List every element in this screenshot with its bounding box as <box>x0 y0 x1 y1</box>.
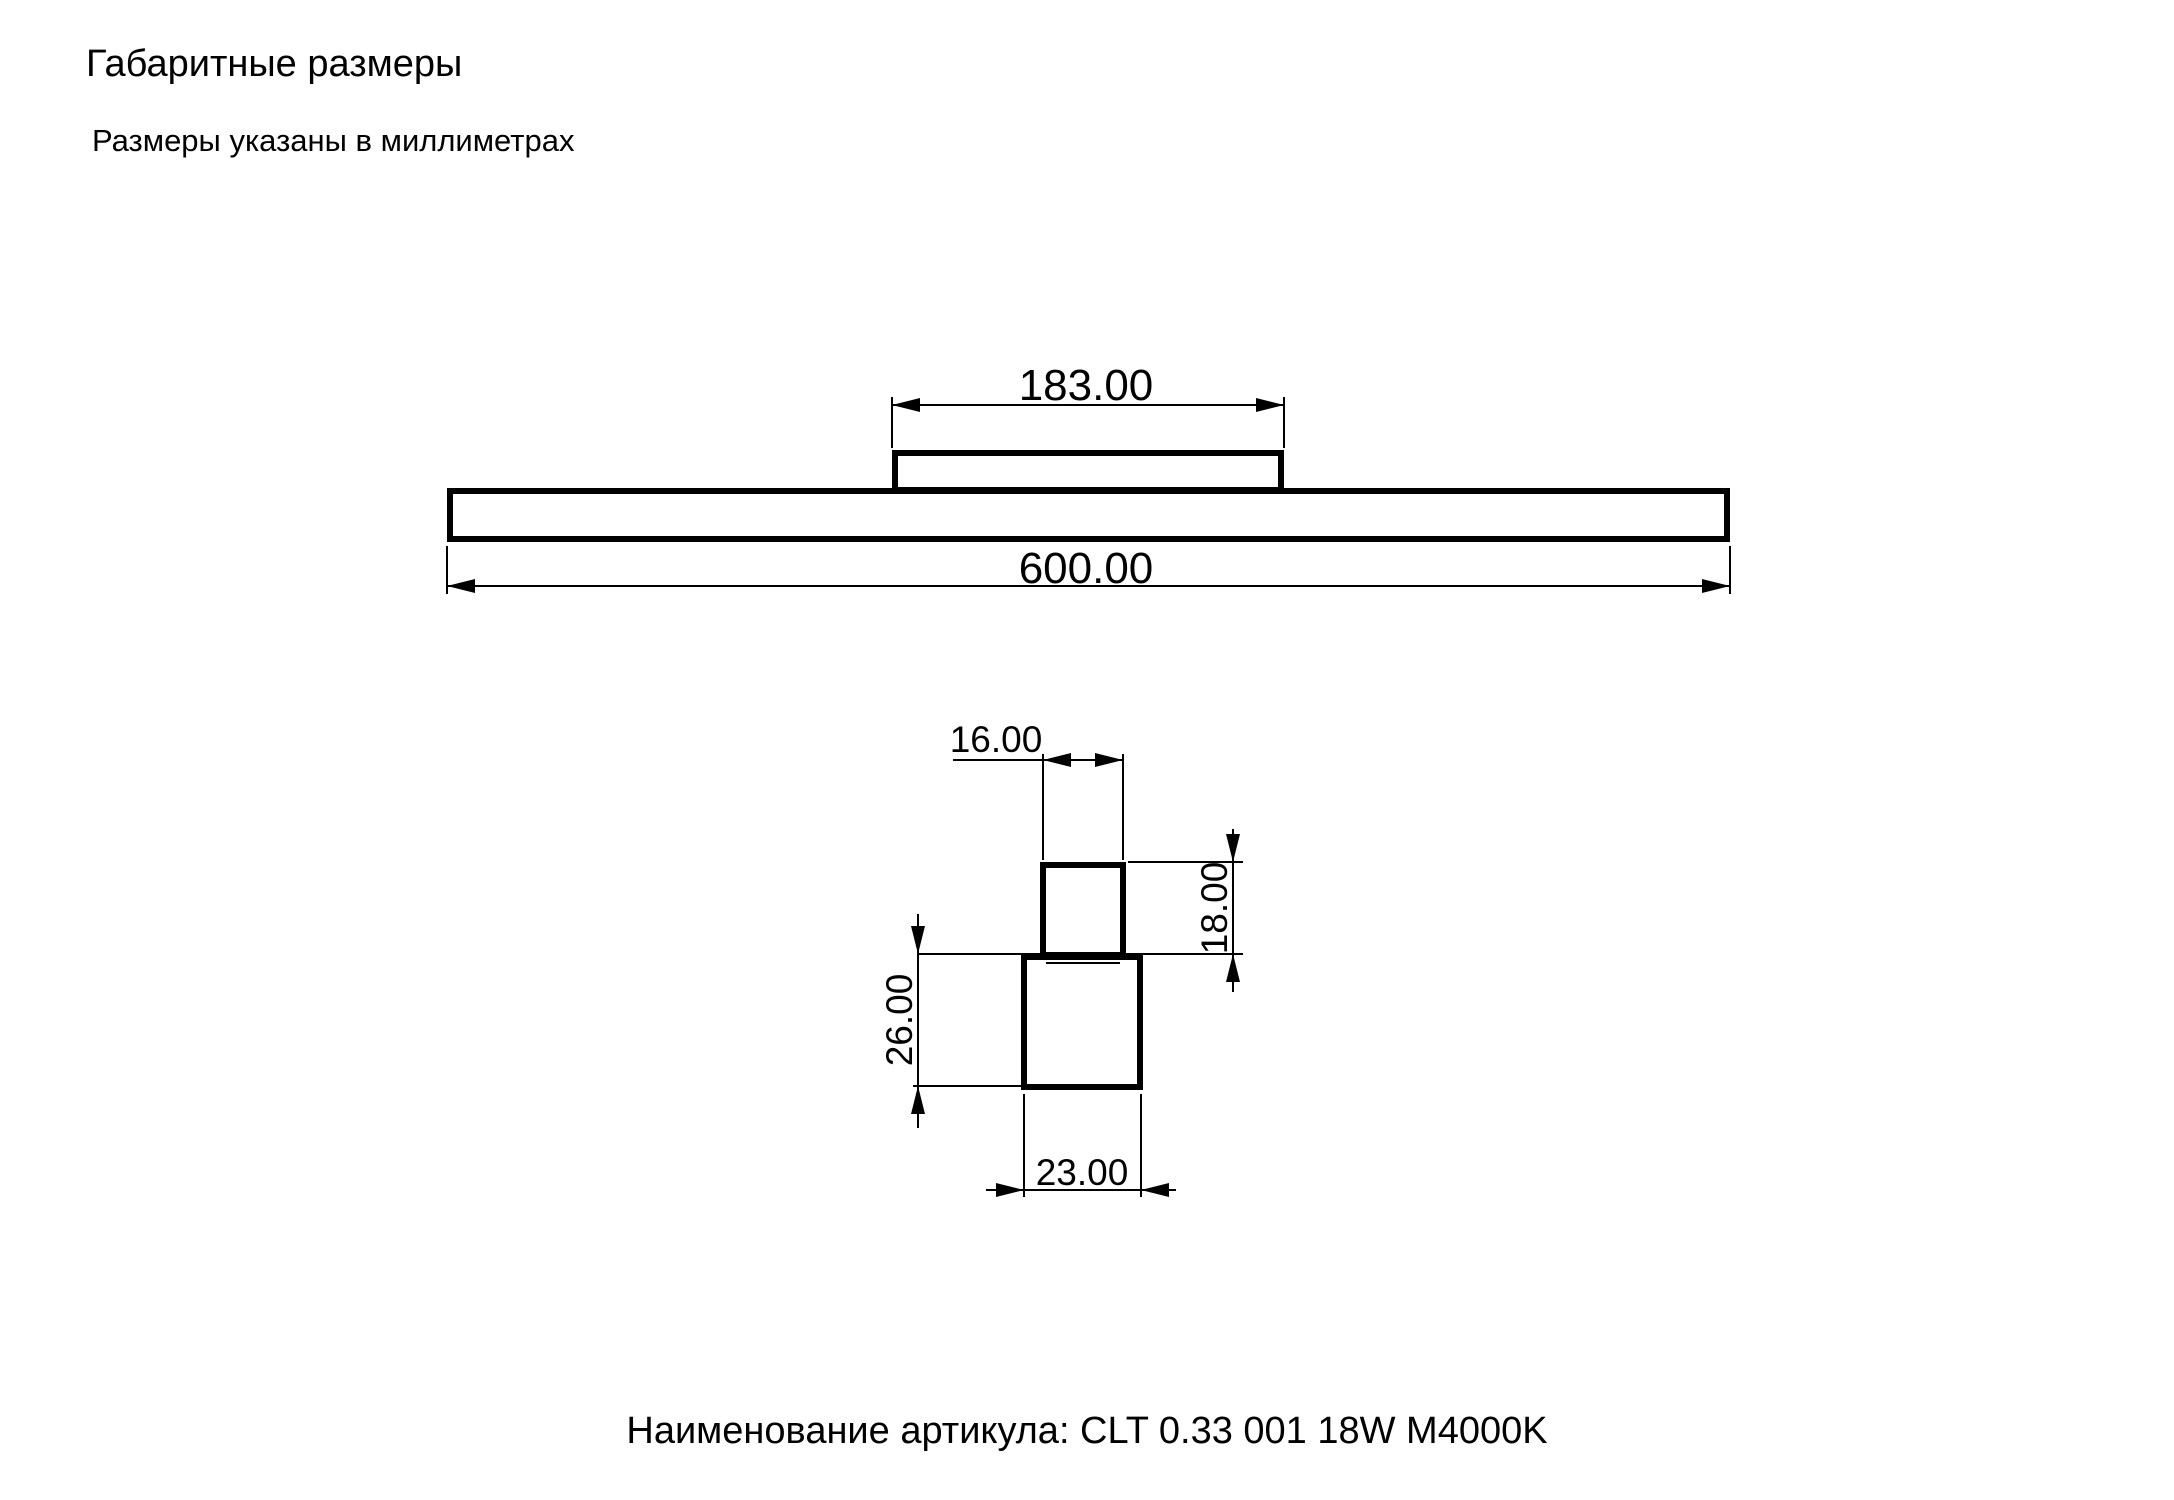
dimension-top-width <box>950 719 1123 860</box>
arrowhead <box>996 1183 1024 1197</box>
arrowhead <box>892 398 920 412</box>
arrowhead <box>1141 1183 1169 1197</box>
dimension-body-height <box>879 914 1021 1128</box>
arrowhead <box>1226 954 1240 982</box>
dim-label-total-width: 600.00 <box>1018 544 1154 593</box>
dimension-mount-width <box>892 361 1284 448</box>
arrowhead <box>1702 579 1730 593</box>
dim-label-top-height: 18.00 <box>1194 861 1235 955</box>
arrowhead <box>911 1086 925 1114</box>
bar-outline <box>450 491 1727 539</box>
units-note: Размеры указаны в миллиметрах <box>92 123 575 158</box>
dimension-top-height <box>1128 829 1243 992</box>
dim-label-body-width: 23.00 <box>1035 1152 1129 1193</box>
front-view <box>447 361 1730 594</box>
dim-label-body-height: 26.00 <box>879 973 920 1067</box>
section-top-profile <box>1043 865 1123 955</box>
section-view <box>879 719 1243 1197</box>
dim-label-top-width: 16.00 <box>949 719 1043 760</box>
arrowhead <box>1226 834 1240 862</box>
article-name: Наименование артикула: CLT 0.33 001 18W M4000K <box>626 1410 1548 1452</box>
mount-plate-outline <box>895 453 1281 490</box>
dim-label-mount-width: 183.00 <box>1018 361 1154 410</box>
dimension-body-width <box>986 1094 1176 1197</box>
dimension-total-width <box>447 544 1730 594</box>
arrowhead <box>1256 398 1284 412</box>
arrowhead <box>1095 753 1123 767</box>
arrowhead <box>911 926 925 954</box>
arrowhead <box>447 579 475 593</box>
arrowhead <box>1043 753 1071 767</box>
section-body-profile <box>1024 957 1140 1087</box>
page-title: Габаритные размеры <box>86 43 463 85</box>
